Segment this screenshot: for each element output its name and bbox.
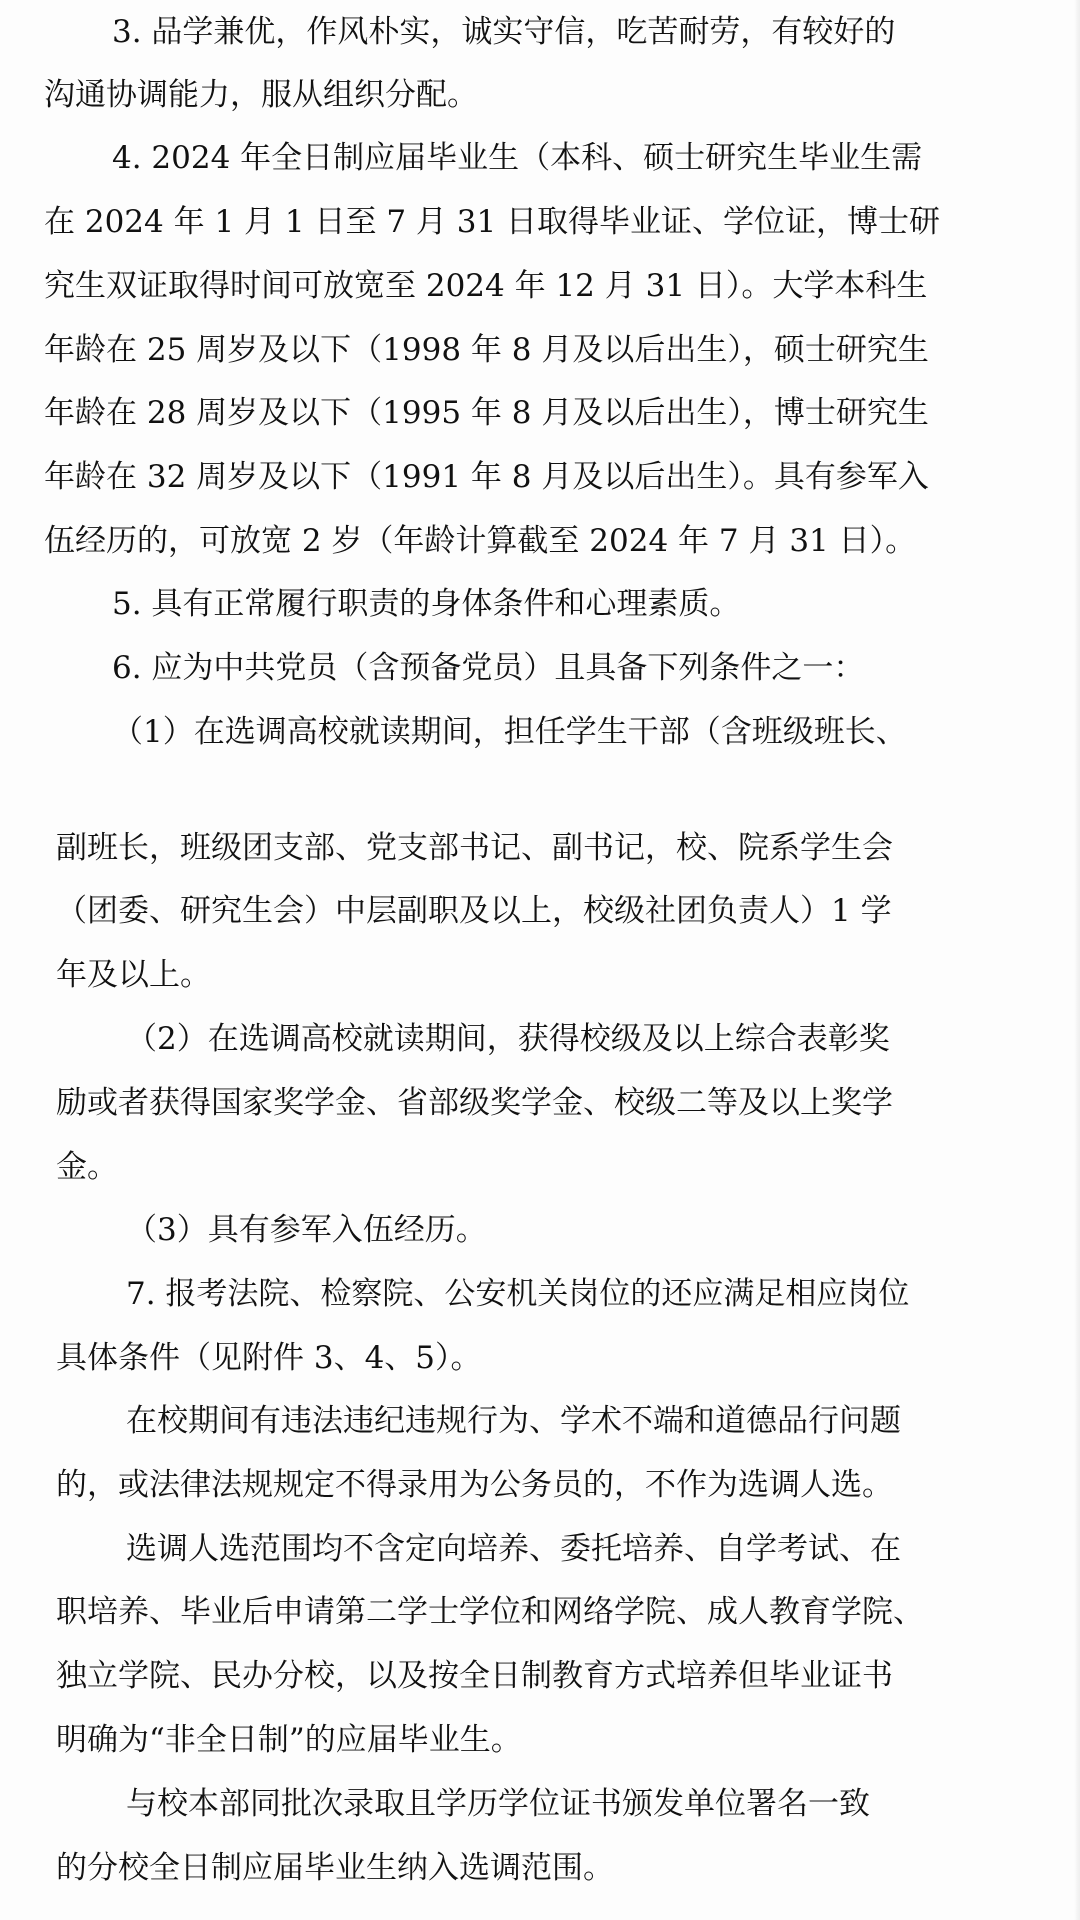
text-line: 伍经历的，可放宽 2 岁（年龄计算截至 2024 年 7 月 31 日）。 [44, 523, 917, 559]
page-edge-shadow [1074, 0, 1080, 1920]
text-line: 年龄在 28 周岁及以下（1995 年 8 月及以后出生），博士研究生 [44, 395, 929, 431]
text-line: 在校期间有违法违纪违规行为、学术不端和道德品行问题 [126, 1403, 901, 1439]
text-line: 的，或法律法规规定不得录用为公务员的，不作为选调人选。 [56, 1467, 893, 1503]
text-line: （团委、研究生会）中层副职及以上，校级社团负责人）1 学 [56, 893, 892, 929]
text-line: 的分校全日制应届毕业生纳入选调范围。 [56, 1850, 614, 1886]
text-line: 年龄在 32 周岁及以下（1991 年 8 月及以后出生）。具有参军入 [44, 459, 929, 495]
text-line: 6. 应为中共党员（含预备党员）且具备下列条件之一： [112, 650, 865, 686]
text-line: 7. 报考法院、检察院、公安机关岗位的还应满足相应岗位 [126, 1276, 910, 1312]
text-line: 金。 [56, 1149, 118, 1185]
text-line: 年及以上。 [56, 957, 211, 993]
text-line: 副班长，班级团支部、党支部书记、副书记，校、院系学生会 [56, 830, 893, 866]
text-line: 究生双证取得时间可放宽至 2024 年 12 月 31 日）。大学本科生 [44, 268, 928, 304]
text-line: 职培养、毕业后申请第二学士学位和网络学院、成人教育学院、 [56, 1594, 924, 1630]
text-line: 明确为“非全日制”的应届毕业生。 [56, 1722, 522, 1758]
text-line: 与校本部同批次录取且学历学位证书颁发单位署名一致 [126, 1786, 870, 1822]
text-line: 具体条件（见附件 3、4、5）。 [56, 1340, 482, 1376]
text-line: 独立学院、民办分校，以及按全日制教育方式培养但毕业证书 [56, 1658, 893, 1694]
text-line: 沟通协调能力，服从组织分配。 [44, 77, 478, 113]
text-line: 在 2024 年 1 月 1 日至 7 月 31 日取得毕业证、学位证，博士研 [44, 204, 941, 240]
text-line: 年龄在 25 周岁及以下（1998 年 8 月及以后出生），硕士研究生 [44, 332, 929, 368]
text-line: 5. 具有正常履行职责的身体条件和心理素质。 [112, 586, 741, 622]
text-line: （1）在选调高校就读期间，担任学生干部（含班级班长、 [112, 714, 907, 750]
text-line: （3）具有参军入伍经历。 [126, 1212, 487, 1248]
text-line: （2）在选调高校就读期间，获得校级及以上综合表彰奖 [126, 1021, 890, 1057]
text-line: 选调人选范围均不含定向培养、委托培养、自学考试、在 [126, 1531, 901, 1567]
text-line: 3. 品学兼优，作风朴实，诚实守信，吃苦耐劳，有较好的 [112, 14, 896, 50]
text-line: 励或者获得国家奖学金、省部级奖学金、校级二等及以上奖学 [56, 1085, 893, 1121]
text-line: 4. 2024 年全日制应届毕业生（本科、硕士研究生毕业生需 [112, 140, 923, 176]
